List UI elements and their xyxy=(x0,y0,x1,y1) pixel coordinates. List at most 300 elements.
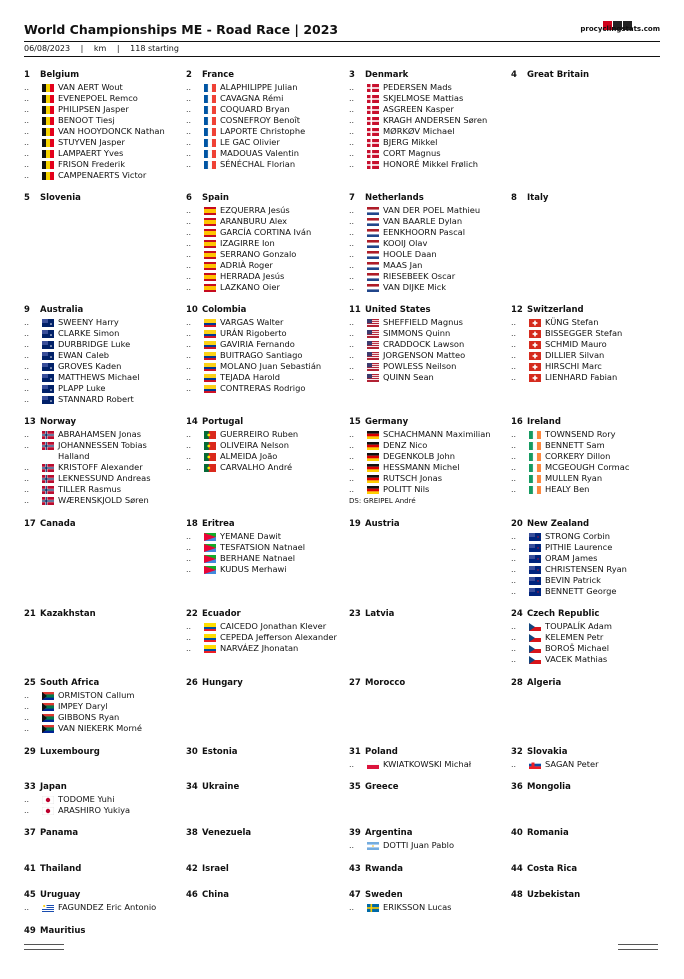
rider-row[interactable] xyxy=(349,238,504,249)
rider-name[interactable]: POLITT Nils xyxy=(383,484,430,494)
team-name[interactable]: United States xyxy=(365,305,431,315)
rider-row[interactable] xyxy=(24,429,179,440)
team-name[interactable]: Rwanda xyxy=(365,864,404,874)
rider-row[interactable] xyxy=(186,553,341,564)
team-heading[interactable] xyxy=(24,193,179,203)
rider-name[interactable]: EWAN Caleb xyxy=(58,350,110,360)
team-name[interactable]: Denmark xyxy=(365,70,409,80)
rider-name[interactable]: VARGAS Walter xyxy=(220,317,284,327)
rider-row[interactable] xyxy=(186,440,341,451)
rider-row[interactable] xyxy=(511,372,666,383)
rider-row[interactable] xyxy=(511,429,666,440)
team-heading[interactable] xyxy=(186,678,341,688)
rider-name[interactable]: YEMANE Dawit xyxy=(220,531,282,541)
rider-row[interactable] xyxy=(349,148,504,159)
rider-row[interactable] xyxy=(186,328,341,339)
rider-row[interactable] xyxy=(186,542,341,553)
team-name[interactable]: Netherlands xyxy=(365,193,424,203)
rider-row[interactable] xyxy=(186,205,341,216)
rider-name[interactable]: MØRKØV Michael xyxy=(383,126,455,136)
rider-row[interactable] xyxy=(186,104,341,115)
rider-row[interactable] xyxy=(349,429,504,440)
team-heading[interactable] xyxy=(24,417,179,427)
rider-name[interactable]: CHRISTENSEN Ryan xyxy=(545,564,627,574)
rider-row[interactable] xyxy=(24,902,179,913)
rider-name[interactable]: HEALY Ben xyxy=(545,484,590,494)
team-name[interactable]: Sweden xyxy=(365,890,403,900)
rider-row[interactable] xyxy=(186,531,341,542)
rider-row[interactable] xyxy=(24,126,179,137)
rider-name[interactable]: CAMPENAERTS Victor xyxy=(58,170,147,180)
rider-row[interactable] xyxy=(186,260,341,271)
rider-row[interactable] xyxy=(186,621,341,632)
rider-name[interactable]: COQUARD Bryan xyxy=(220,104,290,114)
rider-name[interactable]: ABRAHAMSEN Jonas xyxy=(58,429,142,439)
rider-row[interactable] xyxy=(186,339,341,350)
rider-name[interactable]: EVENEPOEL Remco xyxy=(58,93,138,103)
team-heading[interactable] xyxy=(186,747,341,757)
rider-row[interactable] xyxy=(24,690,179,701)
rider-name[interactable]: ALMEIDA João xyxy=(220,451,278,461)
team-heading[interactable] xyxy=(186,782,341,792)
rider-name[interactable]: BISSEGGER Stefan xyxy=(545,328,623,338)
rider-row[interactable] xyxy=(511,440,666,451)
rider-name[interactable]: SAGAN Peter xyxy=(545,759,599,769)
rider-row[interactable] xyxy=(24,339,179,350)
rider-row[interactable] xyxy=(186,383,341,394)
rider-name[interactable]: ARANBURU Alex xyxy=(220,216,288,226)
team-name[interactable]: Ecuador xyxy=(202,609,241,619)
team-name[interactable]: New Zealand xyxy=(527,519,590,529)
team-heading[interactable] xyxy=(349,828,504,838)
rider-name[interactable]: KELEMEN Petr xyxy=(545,632,604,642)
rider-name[interactable]: VACEK Mathias xyxy=(545,654,608,664)
rider-name[interactable]: CRADDOCK Lawson xyxy=(383,339,465,349)
team-heading[interactable] xyxy=(186,864,341,874)
rider-name[interactable]: DEGENKOLB John xyxy=(383,451,456,461)
rider-name[interactable]: VAN NIEKERK Morné xyxy=(58,723,142,733)
rider-name[interactable]: IZAGIRRE Ion xyxy=(220,238,275,248)
team-name[interactable]: Slovenia xyxy=(40,193,81,203)
rider-name[interactable]: TEJADA Harold xyxy=(220,372,281,382)
rider-row[interactable] xyxy=(511,531,666,542)
rider-row[interactable] xyxy=(186,282,341,293)
rider-name[interactable]: ASGREEN Kasper xyxy=(383,104,454,114)
team-heading[interactable] xyxy=(511,305,666,315)
rider-name[interactable]: MAAS Jan xyxy=(383,260,423,270)
rider-name[interactable]: HOOLE Daan xyxy=(383,249,437,259)
rider-row[interactable] xyxy=(24,484,179,495)
rider-name[interactable]: VAN AERT Wout xyxy=(58,82,123,92)
rider-row[interactable] xyxy=(511,473,666,484)
rider-name[interactable]: KUDUS Merhawi xyxy=(220,564,287,574)
team-name[interactable]: Romania xyxy=(527,828,569,838)
team-name[interactable]: Norway xyxy=(40,417,77,427)
rider-name[interactable]: HIRSCHI Marc xyxy=(545,361,602,371)
rider-name[interactable]: LIENHARD Fabian xyxy=(545,372,618,382)
rider-row[interactable] xyxy=(24,82,179,93)
team-name[interactable]: Portugal xyxy=(202,417,244,427)
team-name[interactable]: Mongolia xyxy=(527,782,571,792)
rider-name[interactable]: GIBBONS Ryan xyxy=(58,712,120,722)
rider-name[interactable]: VAN HOOYDONCK Nathan xyxy=(58,126,165,136)
rider-name[interactable]: STUYVEN Jasper xyxy=(58,137,125,147)
rider-name[interactable]: SIMMONS Quinn xyxy=(383,328,451,338)
team-name[interactable]: Switzerland xyxy=(527,305,584,315)
team-heading[interactable] xyxy=(186,519,341,529)
rider-row[interactable] xyxy=(349,260,504,271)
rider-name[interactable]: BOROŠ Michael xyxy=(545,643,610,653)
rider-row[interactable] xyxy=(349,93,504,104)
rider-name[interactable]: VAN DIJKE Mick xyxy=(383,282,447,292)
team-name[interactable]: China xyxy=(202,890,229,900)
rider-row[interactable] xyxy=(186,216,341,227)
rider-row[interactable] xyxy=(24,462,179,473)
rider-name[interactable]: ALAPHILIPPE Julian xyxy=(220,82,298,92)
rider-name[interactable]: LE GAC Olivier xyxy=(220,137,280,147)
rider-name[interactable]: QUINN Sean xyxy=(383,372,434,382)
rider-row[interactable] xyxy=(186,462,341,473)
rider-name[interactable]: SWEENY Harry xyxy=(58,317,119,327)
team-heading[interactable] xyxy=(186,305,341,315)
rider-name[interactable]: KRAGH ANDERSEN Søren xyxy=(383,115,488,125)
rider-name[interactable]: COSNEFROY Benoît xyxy=(220,115,301,125)
rider-row[interactable] xyxy=(24,723,179,734)
team-name[interactable]: Israel xyxy=(202,864,229,874)
rider-row[interactable] xyxy=(24,495,179,506)
rider-row[interactable] xyxy=(186,137,341,148)
rider-name[interactable]: KÜNG Stefan xyxy=(545,317,599,327)
rider-name[interactable]: MULLEN Ryan xyxy=(545,473,603,483)
rider-row[interactable] xyxy=(511,564,666,575)
rider-row[interactable] xyxy=(186,451,341,462)
rider-row[interactable] xyxy=(349,115,504,126)
rider-row[interactable] xyxy=(24,361,179,372)
team-name[interactable]: Venezuela xyxy=(202,828,252,838)
rider-row[interactable] xyxy=(349,462,504,473)
team-heading[interactable] xyxy=(349,890,504,900)
rider-name[interactable]: CEPEDA Jefferson Alexander xyxy=(220,632,337,642)
team-heading[interactable] xyxy=(349,678,504,688)
rider-name[interactable]: ORAM James xyxy=(545,553,598,563)
team-heading[interactable] xyxy=(349,609,504,619)
rider-row[interactable] xyxy=(349,249,504,260)
team-name[interactable]: Italy xyxy=(527,193,549,203)
team-heading[interactable] xyxy=(24,747,179,757)
rider-row[interactable] xyxy=(186,643,341,654)
rider-row[interactable] xyxy=(24,159,179,170)
team-name[interactable]: Austria xyxy=(365,519,400,529)
team-heading[interactable] xyxy=(511,193,666,203)
team-name[interactable]: Thailand xyxy=(40,864,82,874)
rider-row[interactable] xyxy=(511,339,666,350)
team-heading[interactable] xyxy=(24,519,179,529)
team-name[interactable]: South Africa xyxy=(40,678,100,688)
rider-row[interactable] xyxy=(186,115,341,126)
rider-row[interactable] xyxy=(186,227,341,238)
rider-row[interactable] xyxy=(186,93,341,104)
team-heading[interactable] xyxy=(24,70,179,80)
rider-row[interactable] xyxy=(24,701,179,712)
rider-name[interactable]: TESFATSION Natnael xyxy=(220,542,306,552)
rider-row[interactable] xyxy=(349,361,504,372)
rider-name[interactable]: TOUPALÍK Adam xyxy=(545,621,612,631)
rider-name[interactable]: BERHANE Natnael xyxy=(220,553,295,563)
rider-name[interactable]: POWLESS Neilson xyxy=(383,361,457,371)
rider-name[interactable]: BENNETT George xyxy=(545,586,617,596)
rider-row[interactable] xyxy=(186,238,341,249)
rider-name[interactable]: CARVALHO André xyxy=(220,462,293,472)
team-name[interactable]: Estonia xyxy=(202,747,238,757)
rider-row[interactable] xyxy=(511,361,666,372)
rider-row[interactable] xyxy=(24,805,179,816)
rider-name[interactable]: CORT Magnus xyxy=(383,148,441,158)
rider-name[interactable]: MOLANO Juan Sebastián xyxy=(220,361,322,371)
rider-name[interactable]: PEDERSEN Mads xyxy=(383,82,452,92)
rider-name[interactable]: MADOUAS Valentin xyxy=(220,148,300,158)
rider-name[interactable]: URÁN Rigoberto xyxy=(220,328,287,338)
rider-name[interactable]: STRONG Corbin xyxy=(545,531,611,541)
team-name[interactable]: Ukraine xyxy=(202,782,240,792)
rider-row[interactable] xyxy=(349,282,504,293)
rider-name[interactable]: GROVES Kaden xyxy=(58,361,122,371)
rider-row[interactable] xyxy=(349,205,504,216)
rider-row[interactable] xyxy=(24,473,179,484)
rider-name[interactable]: LEKNESSUND Andreas xyxy=(58,473,151,483)
team-heading[interactable] xyxy=(24,782,179,792)
rider-row[interactable] xyxy=(511,553,666,564)
team-name[interactable]: France xyxy=(202,70,235,80)
rider-row[interactable] xyxy=(511,484,666,495)
team-heading[interactable] xyxy=(511,519,666,529)
team-heading[interactable] xyxy=(511,864,666,874)
team-heading[interactable] xyxy=(186,70,341,80)
rider-row[interactable] xyxy=(511,621,666,632)
rider-row[interactable] xyxy=(24,93,179,104)
rider-name[interactable]: STANNARD Robert xyxy=(58,394,134,404)
rider-row[interactable] xyxy=(511,451,666,462)
rider-row[interactable] xyxy=(24,440,179,462)
rider-name[interactable]: VAN BAARLE Dylan xyxy=(383,216,463,226)
team-name[interactable]: Uzbekistan xyxy=(527,890,581,900)
team-name[interactable]: Great Britain xyxy=(527,70,590,80)
team-heading[interactable] xyxy=(186,609,341,619)
rider-name[interactable]: DOTTI Juan Pablo xyxy=(383,840,455,850)
rider-name[interactable]: WÆRENSKJOLD Søren xyxy=(58,495,149,505)
rider-row[interactable] xyxy=(24,372,179,383)
rider-name[interactable]: EZQUERRA Jesús xyxy=(220,205,290,215)
team-heading[interactable] xyxy=(24,305,179,315)
rider-row[interactable] xyxy=(186,148,341,159)
rider-name[interactable]: BJERG Mikkel xyxy=(383,137,438,147)
rider-name[interactable]: GUERREIRO Ruben xyxy=(220,429,299,439)
rider-name[interactable]: BENNETT Sam xyxy=(545,440,605,450)
team-heading[interactable] xyxy=(186,890,341,900)
rider-name[interactable]: DURBRIDGE Luke xyxy=(58,339,131,349)
rider-row[interactable] xyxy=(511,759,666,770)
rider-row[interactable] xyxy=(349,372,504,383)
team-name[interactable]: Luxembourg xyxy=(40,747,100,757)
rider-row[interactable] xyxy=(349,840,504,851)
team-heading[interactable] xyxy=(349,747,504,757)
rider-row[interactable] xyxy=(349,451,504,462)
rider-row[interactable] xyxy=(511,317,666,328)
rider-name[interactable]: OLIVEIRA Nelson xyxy=(220,440,289,450)
team-heading[interactable] xyxy=(24,828,179,838)
rider-name[interactable]: DENZ Nico xyxy=(383,440,428,450)
rider-row[interactable] xyxy=(24,383,179,394)
team-heading[interactable] xyxy=(186,828,341,838)
rider-name[interactable]: LAMPAERT Yves xyxy=(58,148,124,158)
team-heading[interactable] xyxy=(186,417,341,427)
team-name[interactable]: Germany xyxy=(365,417,409,427)
team-name[interactable]: Greece xyxy=(365,782,399,792)
rider-name[interactable]: EENKHOORN Pascal xyxy=(383,227,466,237)
team-name[interactable]: Costa Rica xyxy=(527,864,578,874)
team-heading[interactable] xyxy=(24,890,179,900)
rider-row[interactable] xyxy=(24,712,179,723)
rider-row[interactable] xyxy=(24,794,179,805)
rider-row[interactable] xyxy=(349,902,504,913)
rider-row[interactable] xyxy=(186,249,341,260)
rider-name[interactable]: ORMISTON Callum xyxy=(58,690,135,700)
rider-name[interactable]: NARVÁEZ Jhonatan xyxy=(220,643,299,653)
rider-name[interactable]: BEVIN Patrick xyxy=(545,575,601,585)
rider-row[interactable] xyxy=(349,317,504,328)
team-heading[interactable] xyxy=(511,417,666,427)
team-name[interactable]: Poland xyxy=(365,747,398,757)
rider-name[interactable]: LAZKANO Oier xyxy=(220,282,280,292)
rider-row[interactable] xyxy=(511,654,666,665)
rider-row[interactable] xyxy=(349,350,504,361)
rider-name[interactable]: SERRANO Gonzalo xyxy=(220,249,297,259)
rider-row[interactable] xyxy=(349,126,504,137)
team-heading[interactable] xyxy=(24,678,179,688)
team-name[interactable]: Argentina xyxy=(365,828,413,838)
team-name[interactable]: Belgium xyxy=(40,70,80,80)
rider-row[interactable] xyxy=(511,575,666,586)
rider-row[interactable] xyxy=(349,271,504,282)
rider-row[interactable] xyxy=(186,632,341,643)
team-heading[interactable] xyxy=(24,926,179,936)
rider-row[interactable] xyxy=(349,227,504,238)
team-name[interactable]: Algeria xyxy=(527,678,562,688)
rider-row[interactable] xyxy=(24,170,179,181)
rider-name[interactable]: ERIKSSON Lucas xyxy=(383,902,452,912)
rider-row[interactable] xyxy=(349,484,504,495)
rider-name[interactable]: ARASHIRO Yukiya xyxy=(58,805,131,815)
rider-row[interactable] xyxy=(511,632,666,643)
team-heading[interactable] xyxy=(349,305,504,315)
rider-row[interactable] xyxy=(186,361,341,372)
rider-row[interactable] xyxy=(511,328,666,339)
team-heading[interactable] xyxy=(349,70,504,80)
rider-row[interactable] xyxy=(349,104,504,115)
rider-name[interactable]: CAICEDO Jonathan Klever xyxy=(220,621,327,631)
rider-name[interactable]: KWIATKOWSKI Michał xyxy=(383,759,472,769)
rider-name[interactable]: GARCÍA CORTINA Iván xyxy=(220,227,312,237)
rider-row[interactable] xyxy=(24,115,179,126)
rider-row[interactable] xyxy=(186,271,341,282)
rider-name[interactable]: DILLIER Silvan xyxy=(545,350,605,360)
rider-row[interactable] xyxy=(24,328,179,339)
rider-name[interactable]: IMPEY Daryl xyxy=(58,701,108,711)
team-name[interactable]: Mauritius xyxy=(40,926,86,936)
rider-name[interactable]: SHEFFIELD Magnus xyxy=(383,317,463,327)
team-heading[interactable] xyxy=(511,678,666,688)
rider-name[interactable]: HONORÉ Mikkel Frølich xyxy=(383,159,479,169)
rider-row[interactable] xyxy=(511,462,666,473)
team-name[interactable]: Ireland xyxy=(527,417,561,427)
team-name[interactable]: Spain xyxy=(202,193,229,203)
rider-name[interactable]: BENOOT Tiesj xyxy=(58,115,115,125)
rider-name[interactable]: TILLER Rasmus xyxy=(58,484,122,494)
team-name[interactable]: Colombia xyxy=(202,305,247,315)
rider-name[interactable]: RUTSCH Jonas xyxy=(383,473,443,483)
rider-row[interactable] xyxy=(186,350,341,361)
rider-name[interactable]: CAVAGNA Rémi xyxy=(220,93,284,103)
team-name[interactable]: Canada xyxy=(40,519,76,529)
rider-row[interactable] xyxy=(349,82,504,93)
team-name[interactable]: Japan xyxy=(40,782,67,792)
team-heading[interactable] xyxy=(511,747,666,757)
rider-row[interactable] xyxy=(186,317,341,328)
rider-name[interactable]: CONTRERAS Rodrigo xyxy=(220,383,306,393)
rider-name[interactable]: ADRIÀ Roger xyxy=(220,260,273,270)
rider-row[interactable] xyxy=(24,148,179,159)
rider-row[interactable] xyxy=(24,394,179,405)
rider-name[interactable]: LAPORTE Christophe xyxy=(220,126,306,136)
team-name[interactable]: Panama xyxy=(40,828,79,838)
rider-name[interactable]: PLAPP Luke xyxy=(58,383,106,393)
team-name[interactable]: Eritrea xyxy=(202,519,235,529)
rider-row[interactable] xyxy=(24,350,179,361)
rider-row[interactable] xyxy=(511,643,666,654)
rider-row[interactable] xyxy=(511,586,666,597)
team-heading[interactable] xyxy=(349,782,504,792)
rider-name[interactable]: GAVIRIA Fernando xyxy=(220,339,295,349)
rider-name[interactable]: RIESEBEEK Oscar xyxy=(383,271,456,281)
team-heading[interactable] xyxy=(24,864,179,874)
team-heading[interactable] xyxy=(511,890,666,900)
rider-row[interactable] xyxy=(511,542,666,553)
rider-row[interactable] xyxy=(186,126,341,137)
team-name[interactable]: Hungary xyxy=(202,678,243,688)
team-heading[interactable] xyxy=(186,193,341,203)
team-heading[interactable] xyxy=(349,519,504,529)
rider-row[interactable] xyxy=(511,350,666,361)
rider-name[interactable]: HERRADA Jesús xyxy=(220,271,285,281)
rider-row[interactable] xyxy=(24,137,179,148)
rider-name[interactable]: SÉNÉCHAL Florian xyxy=(220,159,296,169)
team-name[interactable]: Morocco xyxy=(365,678,406,688)
rider-name[interactable]: FAGUNDEZ Eric Antonio xyxy=(58,902,157,912)
team-heading[interactable] xyxy=(24,609,179,619)
rider-name[interactable]: TOWNSEND Rory xyxy=(545,429,616,439)
team-name[interactable]: Slovakia xyxy=(527,747,568,757)
rider-name[interactable]: FRISON Frederik xyxy=(58,159,126,169)
rider-row[interactable] xyxy=(349,137,504,148)
team-heading[interactable] xyxy=(511,70,666,80)
rider-name[interactable]: MATTHEWS Michael xyxy=(58,372,140,382)
team-heading[interactable] xyxy=(511,828,666,838)
rider-row[interactable] xyxy=(186,372,341,383)
rider-row[interactable] xyxy=(186,82,341,93)
team-heading[interactable] xyxy=(349,193,504,203)
rider-row[interactable] xyxy=(349,339,504,350)
rider-name[interactable]: SCHMID Mauro xyxy=(545,339,607,349)
team-heading[interactable] xyxy=(349,864,504,874)
